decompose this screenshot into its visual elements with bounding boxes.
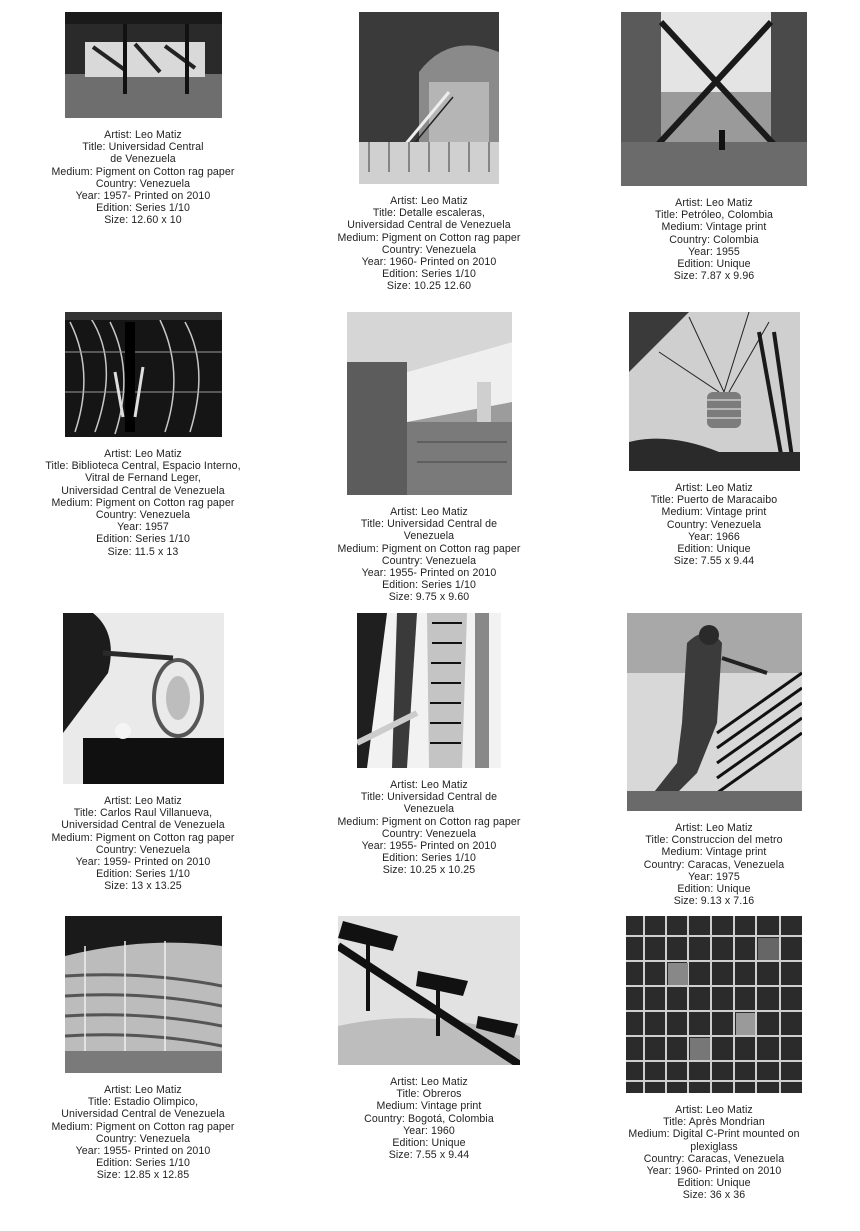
photo-puerto-de-maracaibo	[629, 312, 800, 471]
size-line: Size: 36 x 36	[682, 1189, 746, 1202]
artist-line: Artist: Leo Matiz	[675, 1104, 753, 1116]
photo-petroleo-colombia	[621, 12, 807, 186]
artist-line: Artist: Leo Matiz	[390, 779, 468, 791]
artwork-caption	[299, 506, 559, 604]
photo-estadio-olimpico	[65, 916, 222, 1073]
country-line: Country: Venezuela	[95, 1132, 191, 1145]
size-line: Size: 10.25 12.60	[386, 280, 472, 293]
edition-line: Edition: Unique	[677, 258, 751, 271]
year-line: Year: 1955	[688, 245, 740, 258]
artwork-caption	[299, 195, 559, 293]
country-line: Country: Caracas, Venezuela	[643, 858, 785, 871]
country-line: Country: Venezuela	[381, 827, 477, 840]
title-line: Title: Universidad Central	[82, 141, 204, 154]
edition-line: Edition: Series 1/10	[96, 202, 190, 215]
size-line: Size: 9.75 x 9.60	[388, 591, 470, 604]
medium-line-2: plexiglass	[690, 1140, 738, 1153]
edition-line: Edition: Unique	[677, 883, 751, 896]
edition-line: Edition: Unique	[677, 1177, 751, 1190]
country-line: Country: Venezuela	[666, 518, 762, 531]
artwork-card-1	[13, 12, 273, 227]
size-line: Size: 7.87 x 9.96	[673, 270, 755, 283]
artist-line: Artist: Leo Matiz	[675, 197, 753, 209]
artwork-caption	[13, 129, 273, 227]
medium-line: Medium: Vintage print	[661, 846, 767, 859]
year-line: Year: 1960	[403, 1124, 455, 1137]
edition-line: Edition: Unique	[392, 1137, 466, 1150]
edition-line: Edition: Series 1/10	[382, 852, 476, 865]
title-line-2: Venezuela	[403, 530, 455, 543]
country-line: Country: Venezuela	[381, 554, 477, 567]
country-line: Country: Venezuela	[381, 243, 477, 256]
title-line: Title: Biblioteca Central, Espacio Interno,	[45, 460, 241, 473]
medium-line: Medium: Pigment on Cotton rag paper	[51, 496, 235, 509]
title-line: Title: Detalle escaleras,	[372, 207, 486, 220]
size-line: Size: 12.60 x 10	[104, 214, 182, 227]
artist-line: Artist: Leo Matiz	[390, 506, 468, 518]
medium-line: Medium: Vintage print	[661, 221, 767, 234]
artwork-card-11	[299, 916, 559, 1161]
artwork-caption	[584, 482, 844, 567]
artwork-caption	[584, 1104, 844, 1202]
medium-line: Medium: Pigment on Cotton rag paper	[337, 542, 521, 555]
country-line: Country: Venezuela	[95, 177, 191, 190]
year-line: Year: 1955- Printed on 2010	[361, 567, 497, 580]
title-line: Title: Obreros	[396, 1088, 462, 1101]
title-line-3: Universidad Central de Venezuela	[61, 484, 225, 497]
artist-line: Artist: Leo Matiz	[104, 795, 182, 807]
title-line-2: Universidad Central de Venezuela	[61, 1108, 225, 1121]
artwork-caption	[584, 822, 844, 907]
photo-universidad-central-stairwell	[357, 613, 501, 768]
edition-line: Edition: Series 1/10	[382, 579, 476, 592]
title-line-2: Venezuela	[403, 803, 455, 816]
year-line: Year: 1960- Printed on 2010	[361, 256, 497, 269]
artwork-card-4	[13, 312, 273, 558]
year-line: Year: 1957	[117, 521, 169, 534]
artwork-card-2	[299, 12, 559, 293]
year-line: Year: 1960- Printed on 2010	[646, 1165, 782, 1178]
artwork-card-8	[299, 613, 559, 877]
edition-line: Edition: Unique	[677, 543, 751, 556]
title-line: Title: Carlos Raul Villanueva,	[73, 807, 213, 820]
medium-line: Medium: Pigment on Cotton rag paper	[51, 1120, 235, 1133]
year-line: Year: 1955- Printed on 2010	[361, 840, 497, 853]
medium-line: Medium: Pigment on Cotton rag paper	[51, 831, 235, 844]
year-line: Year: 1955- Printed on 2010	[75, 1145, 211, 1158]
size-line: Size: 7.55 x 9.44	[388, 1149, 470, 1162]
artist-line: Artist: Leo Matiz	[390, 1076, 468, 1088]
title-line: Title: Puerto de Maracaibo	[650, 494, 778, 507]
title-line: Title: Petróleo, Colombia	[654, 209, 774, 222]
country-line: Country: Colombia	[669, 233, 759, 246]
country-line: Country: Bogotá, Colombia	[364, 1112, 494, 1125]
title-line-2: Universidad Central de Venezuela	[61, 819, 225, 832]
year-line: Year: 1966	[688, 530, 740, 543]
artwork-card-9	[584, 613, 844, 907]
photo-universidad-central-corridor	[347, 312, 512, 495]
title-line-2: Universidad Central de Venezuela	[347, 219, 511, 232]
photo-detalle-escaleras	[359, 12, 499, 184]
size-line: Size: 12.85 x 12.85	[96, 1169, 190, 1182]
artist-line: Artist: Leo Matiz	[675, 482, 753, 494]
country-line: Country: Venezuela	[95, 843, 191, 856]
artist-line: Artist: Leo Matiz	[104, 129, 182, 141]
artist-line: Artist: Leo Matiz	[675, 822, 753, 834]
artist-line: Artist: Leo Matiz	[104, 1084, 182, 1096]
artist-line: Artist: Leo Matiz	[104, 448, 182, 460]
medium-line: Medium: Pigment on Cotton rag paper	[337, 231, 521, 244]
artwork-card-7	[13, 613, 273, 893]
title-line-2: Vitral de Fernand Leger,	[85, 472, 201, 485]
title-line: Title: Universidad Central de	[360, 791, 498, 804]
artist-line: Artist: Leo Matiz	[390, 195, 468, 207]
edition-line: Edition: Series 1/10	[382, 268, 476, 281]
size-line: Size: 7.55 x 9.44	[673, 555, 755, 568]
artwork-card-5	[299, 312, 559, 604]
artwork-caption	[299, 1076, 559, 1161]
photo-biblioteca-central	[65, 312, 222, 437]
edition-line: Edition: Series 1/10	[96, 1157, 190, 1170]
photo-obreros	[338, 916, 520, 1065]
year-line: Year: 1975	[688, 870, 740, 883]
medium-line: Medium: Vintage print	[376, 1100, 482, 1113]
year-line: Year: 1957- Printed on 2010	[75, 190, 211, 203]
artwork-card-10	[13, 916, 273, 1182]
country-line: Country: Caracas, Venezuela	[643, 1152, 785, 1165]
title-line: Title: Après Mondrian	[663, 1116, 765, 1129]
artwork-caption	[13, 1084, 273, 1182]
title-line: Title: Estadio Olimpico,	[87, 1096, 199, 1109]
artwork-caption	[13, 448, 273, 558]
photo-carlos-raul-villanueva	[63, 613, 224, 784]
medium-line: Medium: Pigment on Cotton rag paper	[51, 165, 235, 178]
size-line: Size: 13 x 13.25	[104, 880, 182, 893]
photo-universidad-central-hall	[65, 12, 222, 118]
size-line: Size: 11.5 x 13	[107, 545, 179, 558]
photo-apres-mondrian	[626, 916, 802, 1093]
edition-line: Edition: Series 1/10	[96, 533, 190, 546]
country-line: Country: Venezuela	[95, 509, 191, 522]
year-line: Year: 1959- Printed on 2010	[75, 856, 211, 869]
title-line: Title: Construccion del metro	[645, 834, 783, 847]
medium-line: Medium: Vintage print	[661, 506, 767, 519]
title-line: Title: Universidad Central de	[360, 518, 498, 531]
artwork-card-6	[584, 312, 844, 567]
artwork-caption	[13, 795, 273, 893]
size-line: Size: 10.25 x 10.25	[382, 864, 476, 877]
artwork-card-12	[584, 916, 844, 1202]
medium-line: Medium: Digital C-Print mounted on	[628, 1128, 800, 1141]
artwork-caption	[584, 197, 844, 282]
artwork-caption	[299, 779, 559, 877]
title-line-2: de Venezuela	[110, 153, 176, 166]
edition-line: Edition: Series 1/10	[96, 868, 190, 881]
size-line: Size: 9.13 x 7.16	[673, 895, 755, 908]
photo-construccion-del-metro	[627, 613, 802, 811]
medium-line: Medium: Pigment on Cotton rag paper	[337, 815, 521, 828]
artwork-card-3	[584, 12, 844, 282]
